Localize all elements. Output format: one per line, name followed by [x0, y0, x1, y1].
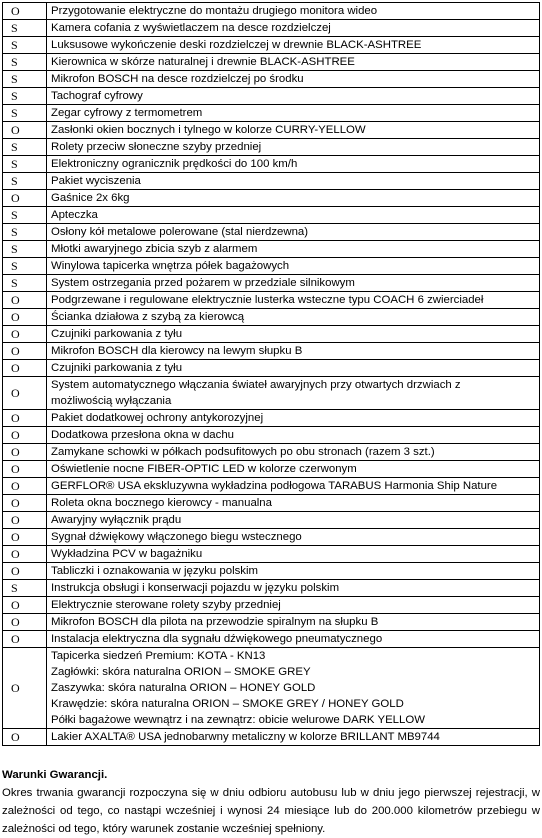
table-row	[3, 427, 540, 444]
equipment-code: O	[3, 563, 47, 580]
table-row	[3, 495, 540, 512]
equipment-description: Sygnał dźwiękowy włączonego biegu wstecznego	[47, 529, 540, 546]
equipment-description: Czujniki parkowania z tyłu	[47, 326, 540, 343]
equipment-code: O	[3, 529, 47, 546]
table-row	[3, 326, 540, 343]
equipment-code: O	[3, 495, 47, 512]
table-row	[3, 20, 540, 37]
table-row	[3, 309, 540, 326]
equipment-code: O	[3, 360, 47, 377]
equipment-description-line: System automatycznego włączania świateł awaryjnych przy otwartych drzwiach z	[51, 379, 461, 391]
equipment-description: Kierownica w skórze naturalnej i drewnie BLACK-ASHTREE	[47, 54, 540, 71]
table-row	[3, 343, 540, 360]
equipment-description: System ostrzegania przed pożarem w przedziale silnikowym	[47, 275, 540, 292]
equipment-code: O	[3, 410, 47, 427]
equipment-description-line: Krawędzie: skóra naturalna ORION – SMOKE GREY / HONEY GOLD	[51, 698, 404, 710]
equipment-code: O	[3, 309, 47, 326]
equipment-code: S	[3, 54, 47, 71]
equipment-description: Czujniki parkowania z tyłu	[47, 360, 540, 377]
table-row	[3, 241, 540, 258]
equipment-code: S	[3, 258, 47, 275]
table-row	[3, 648, 540, 729]
table-row	[3, 360, 540, 377]
equipment-description-line: Zaszywka: skóra naturalna ORION – HONEY GOLD	[51, 682, 316, 694]
table-row	[3, 258, 540, 275]
equipment-description: Mikrofon BOSCH na desce rozdzielczej po środku	[47, 71, 540, 88]
equipment-code: O	[3, 461, 47, 478]
equipment-description: Winylowa tapicerka wnętrza półek bagażowych	[47, 258, 540, 275]
equipment-description: Rolety przeciw słoneczne szyby przedniej	[47, 139, 540, 156]
equipment-code: S	[3, 207, 47, 224]
equipment-code: O	[3, 343, 47, 360]
table-row	[3, 512, 540, 529]
equipment-description-line: możliwością wyłączania	[51, 395, 172, 407]
table-row	[3, 71, 540, 88]
equipment-description: Pakiet dodatkowej ochrony antykorozyjnej	[47, 410, 540, 427]
equipment-description	[47, 648, 540, 729]
table-row	[3, 444, 540, 461]
equipment-code: S	[3, 37, 47, 54]
equipment-code: O	[3, 292, 47, 309]
table-row	[3, 546, 540, 563]
equipment-description: Osłony kół metalowe polerowane (stal nierdzewna)	[47, 224, 540, 241]
equipment-description: Pakiet wyciszenia	[47, 173, 540, 190]
table-row	[3, 631, 540, 648]
table-row	[3, 461, 540, 478]
equipment-code: O	[3, 614, 47, 631]
equipment-description: Mikrofon BOSCH dla kierowcy na lewym słupku B	[47, 343, 540, 360]
table-row	[3, 207, 540, 224]
equipment-table	[2, 2, 540, 746]
table-row	[3, 529, 540, 546]
equipment-description: Gaśnice 2x 6kg	[47, 190, 540, 207]
equipment-code: S	[3, 105, 47, 122]
equipment-code: O	[3, 326, 47, 343]
document-page	[2, 2, 540, 838]
table-row	[3, 478, 540, 495]
equipment-description: Podgrzewane i regulowane elektrycznie lusterka wsteczne typu COACH 6 zwierciadeł	[47, 292, 540, 309]
equipment-code: S	[3, 580, 47, 597]
warranty-title: Warunki Gwarancji.	[2, 769, 108, 781]
equipment-code: S	[3, 224, 47, 241]
equipment-code: O	[3, 648, 47, 729]
table-row	[3, 3, 540, 20]
table-row	[3, 410, 540, 427]
equipment-code: O	[3, 190, 47, 207]
equipment-description: Luksusowe wykończenie deski rozdzielczej w drewnie BLACK-ASHTREE	[47, 37, 540, 54]
equipment-description: Lakier AXALTA® USA jednobarwny metaliczny w kolorze BRILLANT MB9744	[47, 729, 540, 746]
equipment-description: Wykładzina PCV w bagażniku	[47, 546, 540, 563]
table-row	[3, 614, 540, 631]
equipment-code: O	[3, 122, 47, 139]
equipment-code: S	[3, 156, 47, 173]
equipment-code: S	[3, 173, 47, 190]
table-row	[3, 54, 540, 71]
equipment-description: Elektroniczny ogranicznik prędkości do 100 km/h	[47, 156, 540, 173]
equipment-description: Elektrycznie sterowane rolety szyby przedniej	[47, 597, 540, 614]
equipment-code: O	[3, 444, 47, 461]
equipment-code: O	[3, 427, 47, 444]
equipment-description: Kamera cofania z wyświetlaczem na desce rozdzielczej	[47, 20, 540, 37]
equipment-code: O	[3, 597, 47, 614]
equipment-code: S	[3, 275, 47, 292]
equipment-description-line: Tapicerka siedzeń Premium: KOTA - KN13	[51, 650, 266, 662]
equipment-code: S	[3, 88, 47, 105]
equipment-description: Przygotowanie elektryczne do montażu drugiego monitora wideo	[47, 3, 540, 20]
equipment-code: S	[3, 139, 47, 156]
equipment-description-line: Półki bagażowe wewnątrz i na zewnątrz: obicie welurowe DARK YELLOW	[51, 714, 425, 726]
table-row	[3, 224, 540, 241]
equipment-description: Tabliczki i oznakowania w języku polskim	[47, 563, 540, 580]
warranty-section	[2, 766, 540, 838]
equipment-code: S	[3, 20, 47, 37]
table-row	[3, 597, 540, 614]
table-row	[3, 563, 540, 580]
table-row	[3, 37, 540, 54]
equipment-description: GERFLOR® USA ekskluzywna wykładzina podłogowa TARABUS Harmonia Ship Nature	[47, 478, 540, 495]
table-row	[3, 190, 540, 207]
equipment-description: Awaryjny wyłącznik prądu	[47, 512, 540, 529]
equipment-table-body	[3, 3, 540, 746]
table-row	[3, 729, 540, 746]
equipment-description: Ścianka działowa z szybą za kierowcą	[47, 309, 540, 326]
table-row	[3, 377, 540, 410]
equipment-code: O	[3, 377, 47, 410]
table-row	[3, 88, 540, 105]
table-row	[3, 275, 540, 292]
table-row	[3, 173, 540, 190]
equipment-code: O	[3, 729, 47, 746]
equipment-description: Tachograf cyfrowy	[47, 88, 540, 105]
equipment-description: Mikrofon BOSCH dla pilota na przewodzie spiralnym na słupku B	[47, 614, 540, 631]
equipment-description: Zegar cyfrowy z termometrem	[47, 105, 540, 122]
table-row	[3, 105, 540, 122]
table-row	[3, 292, 540, 309]
equipment-description: Apteczka	[47, 207, 540, 224]
equipment-code: O	[3, 546, 47, 563]
equipment-code: O	[3, 3, 47, 20]
equipment-description-line: Zagłówki: skóra naturalna ORION – SMOKE GREY	[51, 666, 311, 678]
equipment-code: O	[3, 631, 47, 648]
equipment-code: O	[3, 478, 47, 495]
table-row	[3, 580, 540, 597]
equipment-code: S	[3, 71, 47, 88]
table-row	[3, 139, 540, 156]
table-row	[3, 122, 540, 139]
equipment-description: Dodatkowa przesłona okna w dachu	[47, 427, 540, 444]
equipment-code: O	[3, 512, 47, 529]
equipment-description: Młotki awaryjnego zbicia szyb z alarmem	[47, 241, 540, 258]
warranty-text: Okres trwania gwarancji rozpoczyna się w dniu odbioru autobusu lub w dniu jego pierwszej rejestracji, w zależności od tego, co nastąpi wcześniej i wynosi 24 miesiące lub do 200.000 kilometrów przebiegu w zależności od tego, który warunek zostanie wcześniej spełniony.	[2, 787, 540, 835]
equipment-code: S	[3, 241, 47, 258]
equipment-description: Roleta okna bocznego kierowcy - manualna	[47, 495, 540, 512]
equipment-description: Instalacja elektryczna dla sygnału dźwiękowego pneumatycznego	[47, 631, 540, 648]
equipment-description: Zasłonki okien bocznych i tylnego w kolorze CURRY-YELLOW	[47, 122, 540, 139]
equipment-description: Oświetlenie nocne FIBER-OPTIC LED w kolorze czerwonym	[47, 461, 540, 478]
equipment-description: Zamykane schowki w półkach podsufitowych po obu stronach (razem 3 szt.)	[47, 444, 540, 461]
equipment-description: Instrukcja obsługi i konserwacji pojazdu w języku polskim	[47, 580, 540, 597]
table-row	[3, 156, 540, 173]
equipment-description	[47, 377, 540, 410]
